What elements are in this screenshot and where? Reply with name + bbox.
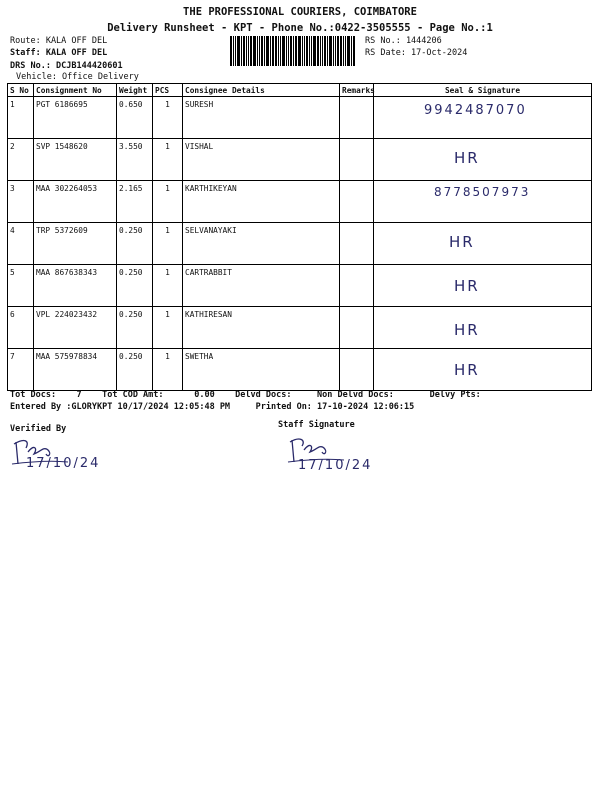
totals-line: Tot Docs: 7 Tot COD Amt: 0.00 Delvd Docs: Non Delvd Docs: Delvy Pts:: [10, 390, 481, 400]
barcode-bar: [295, 36, 297, 66]
remarks-cell: [340, 139, 374, 181]
barcode-bar: [233, 36, 234, 66]
barcode-bar: [337, 36, 339, 66]
rs-date: RS Date: 17-Oct-2024: [365, 48, 468, 58]
remarks-cell: [340, 97, 374, 139]
consignment-cell: PGT 6186695: [34, 97, 117, 139]
barcode-bar: [302, 36, 303, 66]
staff-label: Staff: KALA OFF DEL: [10, 48, 108, 58]
signature-cell: [374, 223, 592, 265]
barcode-bar: [327, 36, 328, 66]
consignment-cell: MAA 867638343: [34, 265, 117, 307]
remarks-cell: [340, 265, 374, 307]
barcode-bar: [270, 36, 271, 66]
barcode-bar: [286, 36, 287, 66]
remarks-cell: [340, 181, 374, 223]
table-row: [8, 139, 592, 181]
barcode-bar: [311, 36, 312, 66]
sno-cell: 6: [8, 307, 34, 349]
barcode-bar: [333, 36, 334, 66]
barcode-bar: [320, 36, 321, 66]
signature-cell: [374, 97, 592, 139]
barcode-bar: [261, 36, 263, 66]
barcode-bar: [290, 36, 292, 66]
sno-cell: 4: [8, 223, 34, 265]
col-header-remarks: Remarks: [340, 84, 374, 97]
barcode-bar: [278, 36, 279, 66]
remarks-cell: [340, 223, 374, 265]
barcode-bar: [347, 36, 350, 66]
barcode-bar: [264, 36, 265, 66]
table-row: [8, 97, 592, 139]
weight-cell: 0.650: [117, 97, 153, 139]
barcode-bar: [235, 36, 236, 66]
barcode-bar: [335, 36, 336, 66]
pcs-cell: 1: [153, 307, 183, 349]
handwritten-signature: 9942487070: [424, 103, 527, 118]
col-header-consignee: Consignee Details: [183, 84, 340, 97]
staff-signature-mark: [282, 432, 372, 482]
pcs-cell: 1: [153, 139, 183, 181]
barcode-bar: [282, 36, 285, 66]
barcode-bar: [298, 36, 301, 66]
verified-by-date: 17/10/24: [26, 456, 101, 471]
barcode-image: [230, 36, 356, 66]
table-header-row: [8, 84, 592, 97]
sno-cell: 2: [8, 139, 34, 181]
staff-signature-date: 17/10/24: [298, 458, 373, 473]
staff-signature-label: Staff Signature: [278, 420, 355, 430]
barcode-bar: [313, 36, 316, 66]
route-label: Route: KALA OFF DEL: [10, 36, 108, 46]
consignee-cell: SWETHA: [183, 349, 340, 391]
barcode-bar: [257, 36, 258, 66]
company-title: THE PROFESSIONAL COURIERS, COIMBATORE: [183, 6, 417, 18]
entered-line: Entered By :GLORYKPT 10/17/2024 12:05:48 PM Printed On: 17-10-2024 12:06:15: [10, 402, 415, 412]
consignee-cell: SURESH: [183, 97, 340, 139]
sno-cell: 5: [8, 265, 34, 307]
barcode-bar: [353, 36, 355, 66]
handwritten-signature: HR: [449, 233, 475, 251]
handwritten-signature: HR: [454, 361, 480, 379]
barcode-bar: [317, 36, 319, 66]
barcode-bar: [248, 36, 249, 66]
weight-cell: 3.550: [117, 139, 153, 181]
barcode-bar: [272, 36, 274, 66]
barcode-bar: [322, 36, 323, 66]
runsheet-subtitle: Delivery Runsheet - KPT - Phone No.:0422-3505555 - Page No.:1: [107, 22, 493, 34]
barcode-bar: [304, 36, 305, 66]
barcode-bar: [329, 36, 332, 66]
barcode-bar: [288, 36, 289, 66]
drs-number: DRS No.: DCJB144420601: [10, 61, 123, 71]
signature-cell: [374, 139, 592, 181]
table-row: [8, 181, 592, 223]
barcode-bar: [253, 36, 256, 66]
barcode-bar: [324, 36, 326, 66]
remarks-cell: [340, 307, 374, 349]
remarks-cell: [340, 349, 374, 391]
vehicle-label: Vehicle: Office Delivery: [16, 72, 139, 82]
barcode-bar: [351, 36, 352, 66]
weight-cell: 0.250: [117, 265, 153, 307]
table-row: [8, 349, 592, 391]
signature-cell: [374, 181, 592, 223]
barcode-bar: [345, 36, 346, 66]
sno-cell: 7: [8, 349, 34, 391]
table-row: [8, 223, 592, 265]
barcode-bar: [340, 36, 342, 66]
consignment-cell: VPL 224023432: [34, 307, 117, 349]
signature-cell: [374, 349, 592, 391]
barcode-bar: [275, 36, 277, 66]
signature-cell: [374, 307, 592, 349]
pcs-cell: 1: [153, 181, 183, 223]
barcode-bar: [246, 36, 247, 66]
consignee-cell: VISHAL: [183, 139, 340, 181]
barcode-bar: [309, 36, 310, 66]
rs-number: RS No.: 1444206: [365, 36, 442, 46]
weight-cell: 0.250: [117, 307, 153, 349]
col-header-weight: Weight: [117, 84, 153, 97]
consignment-cell: SVP 1548620: [34, 139, 117, 181]
pcs-cell: 1: [153, 97, 183, 139]
table-row: [8, 265, 592, 307]
sno-cell: 3: [8, 181, 34, 223]
handwritten-signature: HR: [454, 149, 480, 167]
weight-cell: 0.250: [117, 349, 153, 391]
pcs-cell: 1: [153, 265, 183, 307]
barcode-bar: [243, 36, 245, 66]
consignee-cell: KATHIRESAN: [183, 307, 340, 349]
pcs-cell: 1: [153, 349, 183, 391]
runsheet-table: [7, 83, 592, 391]
barcode-bar: [230, 36, 232, 66]
consignment-cell: MAA 575978834: [34, 349, 117, 391]
barcode-bar: [293, 36, 294, 66]
handwritten-signature: HR: [454, 321, 480, 339]
consignee-cell: SELVANAYAKI: [183, 223, 340, 265]
barcode-bar: [306, 36, 308, 66]
signature-cell: [374, 265, 592, 307]
pcs-cell: 1: [153, 223, 183, 265]
barcode-bar: [280, 36, 281, 66]
consignee-cell: KARTHIKEYAN: [183, 181, 340, 223]
verified-by-label: Verified By: [10, 424, 67, 434]
col-header-signature: Seal & Signature: [374, 84, 592, 97]
barcode-bar: [266, 36, 269, 66]
barcode-bar: [241, 36, 242, 66]
handwritten-signature: HR: [454, 277, 480, 295]
weight-cell: 0.250: [117, 223, 153, 265]
barcode-bar: [343, 36, 344, 66]
consignment-cell: TRP 5372609: [34, 223, 117, 265]
col-header-consignment: Consignment No: [34, 84, 117, 97]
col-header-pcs: PCS: [153, 84, 183, 97]
col-header-sno: S No: [8, 84, 34, 97]
handwritten-signature: 8778507973: [434, 185, 531, 199]
consignment-cell: MAA 302264053: [34, 181, 117, 223]
consignee-cell: CARTRABBIT: [183, 265, 340, 307]
barcode-bar: [237, 36, 240, 66]
table-row: [8, 307, 592, 349]
sno-cell: 1: [8, 97, 34, 139]
barcode-bar: [250, 36, 252, 66]
weight-cell: 2.165: [117, 181, 153, 223]
barcode-bar: [259, 36, 260, 66]
